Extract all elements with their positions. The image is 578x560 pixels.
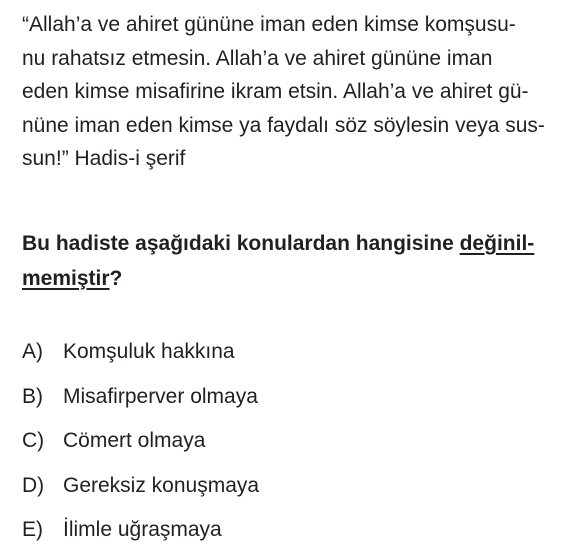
question-line-2 (22, 261, 568, 296)
option-letter: C) (22, 429, 45, 452)
question-stem (22, 226, 568, 296)
quote-line: nüne iman eden kimse ya faydalı söz söylesin veya sus- (22, 113, 545, 137)
quote-line: nu rahatsız etmesin. Allah’a ve ahiret gününe iman (22, 46, 493, 70)
option-c[interactable] (22, 426, 568, 471)
option-letter: D) (22, 473, 45, 497)
hadith-quote (22, 8, 568, 176)
question-text: Bu hadiste aşağıdaki konulardan hangisine (22, 232, 460, 255)
option-text: Cömert olmaya (63, 429, 206, 452)
question-line-1 (22, 226, 568, 261)
option-text: Komşuluk hakkına (63, 340, 235, 363)
option-letter: B) (22, 384, 43, 408)
option-e[interactable] (22, 515, 568, 560)
question-emphasis: memiştir (22, 267, 110, 290)
option-a[interactable] (22, 337, 568, 382)
option-letter: E) (22, 518, 43, 541)
answer-options (22, 337, 568, 560)
option-d[interactable] (22, 471, 568, 516)
quote-line: sun!” Hadis-i şerif (22, 147, 186, 170)
option-text: İlimle uğraşmaya (63, 518, 222, 541)
option-b[interactable] (22, 382, 568, 427)
quote-line: eden kimse misafirine ikram etsin. Allah’a ve ahiret gü- (22, 80, 529, 103)
option-text: Misafirperver olmaya (63, 384, 258, 408)
option-text: Gereksiz konuşmaya (63, 473, 260, 497)
question-mark: ? (109, 267, 123, 290)
question-emphasis: değinil- (459, 232, 535, 255)
option-letter: A) (22, 340, 43, 363)
quote-line: “Allah’a ve ahiret gününe iman eden kimse komşusu- (22, 13, 516, 36)
